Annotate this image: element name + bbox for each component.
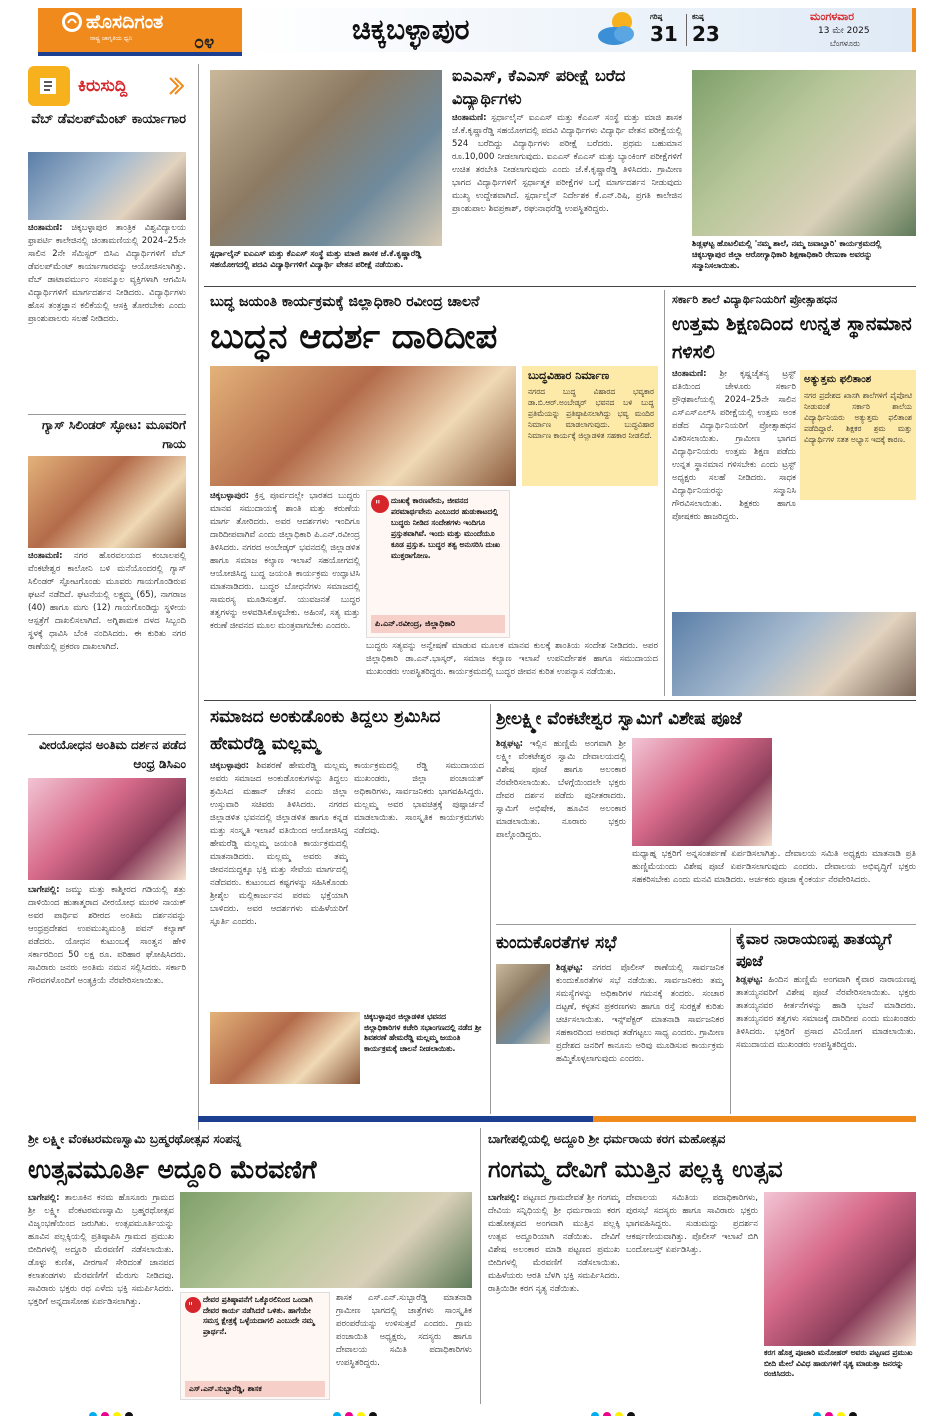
exam-hall-photo — [210, 70, 442, 246]
sidebar-item2-text — [28, 550, 186, 732]
sabhe-story-text — [556, 962, 724, 1112]
issue-day: ಮಂಗಳವಾರ — [810, 10, 855, 23]
sidebar-item3-body: ಜಮ್ಮು ಮತ್ತು ಕಾಶ್ಮೀರದ ಗಡಿಯಲ್ಲಿ ಶತ್ರು ದಾಳಿಯಿಂದ ಹುತಾತ್ಮರಾದ ವೀರಯೋಧ ಮುರಳಿ ನಾಯಕ್ ಅವರ ಪಾರ್ಥಿವ ಶರೀರದ ಅಂತಿಮ ದರ್ಶನವನ್ನು ಆಂಧ್ರಪ್ರದೇಶದ ಉಪಮುಖ್ಯಮಂತ್ರಿ ಪವನ್ ಕಲ್ಯಾಣ್ ಪಡೆದರು. ಯೋಧನ ಕುಟುಂಬಕ್ಕೆ ಸಾಂತ್ವನ ಹೇಳಿ ಸರ್ಕಾರದಿಂದ 50 ಲಕ್ಷ ರೂ. ಪರಿಹಾರ ಘೋಷಿಸಿದರು. ಸಾವಿರಾರು ಜನರು ಅಂತಿಮ ನಮನ ಸಲ್ಲಿಸಿದರು. ಸರ್ಕಾರಿ ಗೌರವಗಳೊಂದಿಗೆ ಅಂತ್ಯಕ್ರಿಯೆ ನೆರವೇರಿಸಲಾಯಿತು. — [28, 885, 186, 986]
utsava-quote-box — [180, 1292, 330, 1400]
utsava-quote-author: ಎಸ್.ಎನ್.ಸುಬ್ಬಾರೆಡ್ಡಿ, ಶಾಸಕ — [189, 1384, 262, 1393]
edu-box-text: ನಗರ ಪ್ರದೇಶದ ಖಾಸಗಿ ಶಾಲೆಗಳಿಗೆ ಪೈಪೋಟಿ ನೀಡುವಂತೆ ಸರ್ಕಾರಿ ಶಾಲೆಯ ವಿದ್ಯಾರ್ಥಿನಿಯರು ಅತ್ಯುತ್ತಮ ಫಲಿತಾಂಶ ಪಡೆದಿದ್ದಾರೆ. ಶಿಕ್ಷಕರ ಶ್ರಮ ಮತ್ತು ವಿದ್ಯಾರ್ಥಿಗಳ ಸತತ ಅಭ್ಯಾಸ ಇದಕ್ಕೆ ಕಾರಣ. — [804, 391, 912, 444]
buddha-kicker: ಬುದ್ಧ ಜಯಂತಿ ಕಾರ್ಯಕ್ರಮಕ್ಕೆ ಜಿಲ್ಲಾಧಿಕಾರಿ ರವೀಂದ್ರ ಚಾಲನೆ — [210, 294, 480, 310]
pooja-dateline: ಶಿಡ್ಲಘಟ್ಟ: — [496, 739, 524, 749]
narayanappa-headline: ಕೈವಾರ ನಾರಾಯಣಪ್ಪ ತಾತಯ್ಯಗೆ ಪೂಜೆ — [736, 930, 892, 970]
sidebar-item2-title: ಗ್ಯಾಸ್ ಸಿಲಿಂಡರ್ ಸ್ಫೋಟ: ಮೂವರಿಗೆ ಗಾಯ — [42, 418, 186, 451]
sidebar-item2-body: ನಗರ ಹೊರವಲಯದ ಕಂಬಾಲಪಲ್ಲಿ ವೆಂಕಟೇಶ್ವರ ಕಾಲೋನಿ ಬಳಿ ಮನೆಯೊಂದರಲ್ಲಿ ಗ್ಯಾಸ್ ಸಿಲಿಂಡರ್ ಸ್ಫೋಟಗೊಂಡು ಮೂವರು ಗಾಯಗೊಂಡಿರುವ ಘಟನೆ ನಡೆದಿದೆ. ಘಟನೆಯಲ್ಲಿ ಲಕ್ಷ್ಮಮ್ಮ (65), ನಾಗರಾಜ (40) ಹಾಗೂ ಮಗು (12) ಗಾಯಗೊಂಡಿದ್ದು ಸ್ಥಳೀಯ ಆಸ್ಪತ್ರೆಗೆ ದಾಖಲಿಸಲಾಗಿದೆ. ಅಗ್ನಿಶಾಮಕ ದಳದ ಸಿಬ್ಬಂದಿ ಸ್ಥಳಕ್ಕೆ ಧಾವಿಸಿ ಬೆಂಕಿ ನಂದಿಸಿದರು. ಈ ಕುರಿತು ನಗರ ಠಾಣೆಯಲ್ಲಿ ಪ್ರಕರಣ ದಾಖಲಾಗಿದೆ. — [28, 551, 186, 652]
sidebar-item1-photo — [28, 152, 186, 220]
gangamma-story-text2: ದೇವಾಲಯ ಸಮಿತಿಯ ಪದಾಧಿಕಾರಿಗಳು, ಪುರಸಭೆ ಸದಸ್ಯರು ಹಾಗೂ ಸಾವಿರಾರು ಭಕ್ತರು ಭಾಗವಹಿಸಿದ್ದರು. ಸುಡುಮದ್ದು ಪ್ರದರ್ಶನ ಆಕರ್ಷಣೀಯವಾಗಿತ್ತು. ಪೊಲೀಸ್ ಇಲಾಖೆ ಬಿಗಿ ಬಂದೋಬಸ್ತ್ ಏರ್ಪಡಿಸಿತ್ತು. — [626, 1193, 758, 1255]
sidebar-item3-title: ವೀರಯೋಧನ ಅಂತಿಮ ದರ್ಶನ ಪಡೆದ ಆಂಧ್ರ ಡಿಸಿಎಂ — [38, 738, 186, 771]
mid-divider — [204, 700, 916, 701]
buddha-vihara-box — [522, 366, 658, 486]
kirusuddi-label: ಕಿರುಸುದ್ದಿ — [78, 76, 128, 96]
sidebar-divider-1 — [28, 414, 186, 415]
mallamma-event-photo — [210, 1012, 360, 1084]
pooja-story-text2: ಮಧ್ಯಾಹ್ನ ಭಕ್ತರಿಗೆ ಅನ್ನಸಂತರ್ಪಣೆ ಏರ್ಪಡಿಸಲಾಗಿತ್ತು. ದೇವಾಲಯ ಸಮಿತಿ ಅಧ್ಯಕ್ಷರು ಮಾತನಾಡಿ ಪ್ರತಿ ಹುಣ್ಣಿಮೆಯಂದು ವಿಶೇಷ ಪೂಜೆ ಏರ್ಪಡಿಸಲಾಗುವುದು ಎಂದರು. ದೇವಾಲಯ ಅಭಿವೃದ್ಧಿಗೆ ಭಕ್ತರು ಸಹಕರಿಸಬೇಕು ಎಂದು ಮನವಿ ಮಾಡಿದರು. ಅರ್ಚಕರು ಪೂಜಾ ಕೈಂಕರ್ಯ ನೆರವೇರಿಸಿದರು. — [632, 849, 916, 885]
mallamma-dateline: ಚಿಕ್ಕಬಳ್ಳಾಪುರ: — [210, 761, 250, 771]
mallamma-body: ಶಿವಶರಣೆ ಹೇಮರೆಡ್ಡಿ ಮಲ್ಲಮ್ಮ ಅವರು ಸಮಾಜದ ಅಂಕುಡೊಂಕುಗಳನ್ನು ತಿದ್ದಲು ಶ್ರಮಿಸಿದ ಮಹಾನ್ ಚೇತನ ಎಂದು ಜಿಲ್ಲಾ ಉಸ್ತುವಾರಿ ಸಚಿವರು ತಿಳಿಸಿದರು. ನಗರದ ಜಿಲ್ಲಾಡಳಿತ ಭವನದಲ್ಲಿ ಜಿಲ್ಲಾಡಳಿತ ಹಾಗೂ ಕನ್ನಡ ಮತ್ತು ಸಂಸ್ಕೃತಿ ಇಲಾಖೆ ವತಿಯಿಂದ ಆಯೋಜಿಸಿದ್ದ ಹೇಮರೆಡ್ಡಿ ಮಲ್ಲಮ್ಮ ಜಯಂತಿ ಕಾರ್ಯಕ್ರಮದಲ್ಲಿ ಮಾತನಾಡಿದರು. ಮಲ್ಲಮ್ಮ ಅವರು ತಮ್ಮ ಜೀವನದುದ್ದಕ್ಕೂ ಭಕ್ತಿ ಮತ್ತು ಸೇವೆಯ ಮಾರ್ಗದಲ್ಲಿ ನಡೆದವರು. ಕುಟುಂಬದ ಕಷ್ಟಗಳನ್ನು ಸಹಿಸಿಕೊಂಡು ಶ್ರೀಶೈಲ ಮಲ್ಲಿಕಾರ್ಜುನನ ಪರಮ ಭಕ್ತೆಯಾಗಿ ಬಾಳಿದರು. ಅವರ ಆದರ್ಶಗಳು ಮಹಿಳೆಯರಿಗೆ ಸ್ಫೂರ್ತಿ ಎಂದರು. — [210, 761, 348, 927]
edu-box-title: ಅತ್ಯುತ್ತಮ ಫಲಿತಾಂಶ — [804, 374, 872, 385]
karaga-photo-caption: ಕರಗ ಹೊತ್ತ ಪೂಜಾರಿ ಮನೋಹರ್ ಅವರು ಪಟ್ಟಣದ ಪ್ರಮುಖ ಬೀದಿ ಮೇಲೆ ವಿವಿಧ ಹಾಡುಗಳಿಗೆ ನೃತ್ಯ ಮಾಡುತ್ತಾ ಜನರನ್ನು ರಂಜಿಸಿದರು. — [764, 1348, 913, 1378]
temp-max-label: ಗರಿಷ್ಠ — [650, 13, 663, 21]
sidebar-divider-2 — [28, 734, 186, 735]
narayanappa-story-text — [736, 974, 916, 1112]
mallamma-story-text — [210, 760, 348, 1010]
pooja-story-text — [496, 738, 626, 918]
buddha-story-text — [210, 490, 360, 696]
sabhe-headline: ಕುಂದುಕೊರತೆಗಳ ಸಭೆ — [496, 933, 617, 953]
issue-city: ಬೆಂಗಳೂರು — [830, 39, 860, 48]
narayanappa-dateline: ಶಿಡ್ಲಘಟ್ಟ: — [736, 975, 764, 985]
buddha-quote-box — [366, 490, 510, 638]
buddha-quote-text: ದುಃಖಕ್ಕೆ ಕಾರಣವೇನು, ಜೀವನದ ಪರಮಾರ್ಥವೇನು ಎಂಬುದರ ಹುಡುಕಾಟದಲ್ಲಿ ಬುದ್ಧರು ನೀಡಿದ ಸಂದೇಶಗಳು ಇಂದಿಗೂ ಪ್ರಸ್ತುತವಾಗಿವೆ. ಇಂದು ಮತ್ತು ಮುಂದೆಯೂ ಕೂಡ ಪ್ರಸ್ತುತ. ಬುದ್ಧರ ತತ್ವ ಅನುಸರಿಸಿ ದುಃಖ ಮುಕ್ತರಾಗೋಣ. — [391, 496, 501, 560]
utsava-story-text — [28, 1192, 174, 1400]
sidebar-column-rule — [198, 64, 199, 1130]
buddha-headline: ಬುದ್ಧನ ಆದರ್ಶ ದಾರಿದೀಪ — [210, 317, 498, 357]
gangamma-headline: ಗಂಗಮ್ಮ ದೇವಿಗೆ ಮುತ್ತಿನ ಪಲ್ಲಕ್ಕಿ ಉತ್ಸವ — [488, 1157, 783, 1183]
temp-min: 23 — [692, 22, 720, 46]
edu-body: ಶ್ರೀ ಕೃಷ್ಣಚೈತನ್ಯ ಟ್ರಸ್ಟ್ ವತಿಯಿಂದ ಚೇಳೂರು ಸರ್ಕಾರಿ ಪ್ರೌಢಶಾಲೆಯಲ್ಲಿ 2024–25ನೇ ಸಾಲಿನ ಎಸ್‌ಎಸ್‌ಎಲ್‌ಸಿ ಪರೀಕ್ಷೆಯಲ್ಲಿ ಉತ್ತಮ ಅಂಕ ಪಡೆದ ವಿದ್ಯಾರ್ಥಿನಿಯರಿಗೆ ಪ್ರೋತ್ಸಾಹಧನ ವಿತರಿಸಲಾಯಿತು. ಗ್ರಾಮೀಣ ಭಾಗದ ವಿದ್ಯಾರ್ಥಿನಿಯರು ಉತ್ತಮ ಶಿಕ್ಷಣ ಪಡೆದು ಉನ್ನತ ಸ್ಥಾನಮಾನ ಗಳಿಸಬೇಕು ಎಂದು ಟ್ರಸ್ಟ್ ಅಧ್ಯಕ್ಷರು ಸಲಹೆ ನೀಡಿದರು. ಸಾಧಕ ವಿದ್ಯಾರ್ಥಿನಿಯರನ್ನು ಸನ್ಮಾನಿಸಿ ಗೌರವಿಸಲಾಯಿತು. ಶಿಕ್ಷಕರು ಹಾಗೂ ಪೋಷಕರು ಹಾಜರಿದ್ದರು. — [672, 369, 796, 522]
quote-icon — [371, 495, 389, 513]
utsava-dateline: ಬಾಗೇಪಲ್ಲಿ: — [28, 1193, 60, 1203]
page-number: ೦೪ — [194, 34, 215, 52]
exam-dateline: ಚಿಂತಾಮಣಿ: — [452, 113, 487, 123]
utsava-kicker: ಶ್ರೀ ಲಕ್ಷ್ಮೀ ವೆಂಕಟರಮಣಸ್ವಾಮಿ ಬ್ರಹ್ಮರಥೋತ್ಸವ ಸಂಪನ್ನ — [28, 1132, 242, 1146]
buddha-quote-author-bar — [371, 615, 505, 633]
sidebar-item1-dateline: ಚಿಂತಾಮಣಿ: — [28, 223, 63, 233]
sidebar-item3-dateline: ಬಾಗೇಪಲ್ಲಿ: — [28, 885, 60, 895]
buddha-story-text3 — [516, 490, 658, 638]
sidebar-item3-text — [28, 884, 186, 1128]
exam-photo-caption: ಸ್ಪರ್ಧಾಲೈನ್ ಐಎಎಸ್ ಮತ್ತು ಕೆಎಎಸ್ ಸಂಸ್ಥೆ ಮತ್ತು ಮಾಜಿ ಶಾಸಕ ಜೆ.ಕೆ.ಕೃಷ್ಣಾರೆಡ್ಡಿ ಸಹಯೋಗದಲ್ಲಿ ಪದವಿ ವಿದ್ಯಾರ್ಥಿಗಳಿಗೆ ವಿದ್ಯಾರ್ಥಿ ವೇತನ ಪರೀಕ್ಷೆ ನಡೆಯಿತು. — [210, 249, 422, 269]
lead-column-rule — [664, 290, 665, 696]
buddha-box-text: ನಗರದ ಬುದ್ಧ ವಿಹಾರದ ಭವ್ಯಕಾರ ಡಾ.ಬಿ.ಆರ್.ಅಂಬೇಡ್ಕರ್ ಭವನದ ಬಳಿ ಬುದ್ಧ ಪ್ರತಿಮೆಯನ್ನು ಪ್ರತಿಷ್ಠಾಪಿಸಲಾಗಿದ್ದು ಭವ್ಯ ಮಂದಿರ ನಿರ್ಮಾಣ ಮಾಡಲಾಗುವುದು. ಬುದ್ಧವಿಹಾರ ನಿರ್ಮಾಣ ಕಾರ್ಯಕ್ಕೆ ಜಿಲ್ಲಾಡಳಿತ ಸಹಕಾರ ನೀಡಲಿದೆ. — [528, 387, 654, 440]
exam-headline: ಐಎಎಸ್, ಕೆಎಎಸ್ ಪರೀಕ್ಷೆ ಬರೆದ ವಿದ್ಯಾರ್ಥಿಗಳು — [452, 66, 626, 108]
bottom-column-rule — [480, 1128, 481, 1404]
gangamma-kicker: ಬಾಗೇಪಲ್ಲಿಯಲ್ಲಿ ಅದ್ದೂರಿ ಶ್ರೀ ಧರ್ಮರಾಯ ಕರಗ ಮಹೋತ್ಸವ — [488, 1132, 726, 1146]
pooja-story-col3 — [778, 738, 916, 846]
paper-tagline: ರಾಷ್ಟ್ರ ಜಾಗೃತಿಯ ಧ್ವನಿ — [90, 35, 133, 42]
utsava-quote-text: ದೇವರ ಪ್ರತಿಷ್ಠಾಪನೆಗೆ ಒಕ್ಕೊರಲಿನಿಂದ ಒಂದಾಗಿ ದೇವರ ಕಾರ್ಯ ನಡೆಸಿದರೆ ಒಳಿತು. ಹಾಗೆಯೇ ಸಮಸ್ತ ಕ್ಷೇತ್ರಕ್ಕೆ ಒಳ್ಳೆಯದಾಗಲಿ ಎಂಬುದೇ ನಮ್ಮ ಪ್ರಾರ್ಥನೆ. — [203, 1295, 315, 1336]
exam-story-text — [452, 112, 682, 282]
logo-block — [38, 8, 242, 52]
utsava-body: ತಾಲೂಕಿನ ಕನಮ ಹೊಸೂರು ಗ್ರಾಮದ ಶ್ರೀ ಲಕ್ಷ್ಮೀ ವೆಂಕಟರಮಣಸ್ವಾಮಿ ಬ್ರಹ್ಮರಥೋತ್ಸವ ವಿಜೃಂಭಣೆಯಿಂದ ಜರುಗಿತು. ಉತ್ಸವಮೂರ್ತಿಯನ್ನು ಹೂವಿನ ಪಲ್ಲಕ್ಕಿಯಲ್ಲಿ ಪ್ರತಿಷ್ಠಾಪಿಸಿ ಗ್ರಾಮದ ಪ್ರಮುಖ ಬೀದಿಗಳಲ್ಲಿ ಅದ್ದೂರಿ ಮೆರವಣಿಗೆ ನಡೆಸಲಾಯಿತು. ಡೊಳ್ಳು ಕುಣಿತ, ವೀರಗಾಸೆ ಸೇರಿದಂತೆ ಜಾನಪದ ಕಲಾತಂಡಗಳು ಮೆರವಣಿಗೆಗೆ ಮೆರುಗು ನೀಡಿದವು. ಸಾವಿರಾರು ಭಕ್ತರು ರಥ ಎಳೆದು ಭಕ್ತಿ ಸಮರ್ಪಿಸಿದರು. ಭಕ್ತರಿಗೆ ಅನ್ನದಾಸೋಹ ಏರ್ಪಡಿಸಲಾಗಿತ್ತು. — [28, 1193, 174, 1307]
buddha-box-title: ಬುದ್ಧವಿಹಾರ ನಿರ್ಮಾಣ — [528, 369, 610, 382]
gangamma-dateline: ಬಾಗೇಪಲ್ಲಿ: — [488, 1193, 520, 1203]
kirusuddi-icon — [28, 66, 70, 106]
svg-text:": " — [188, 1300, 194, 1313]
bottom-section-band — [198, 1116, 916, 1122]
logo-icon — [62, 12, 82, 32]
edu-kicker: ಸರ್ಕಾರಿ ಶಾಲೆ ವಿದ್ಯಾರ್ಥಿನಿಯರಿಗೆ ಪ್ರೋತ್ಸಾಹಧನ — [672, 293, 838, 306]
buddha-body: ಕ್ರಿಸ್ತ ಪೂರ್ವದಲ್ಲೇ ಭಾರತದ ಬುದ್ಧರು ಮಾನವ ಸಮುದಾಯಕ್ಕೆ ಶಾಂತಿ ಮತ್ತು ಕರುಣೆಯ ಮಾರ್ಗ ತೋರಿದರು. ಅವರ ಆದರ್ಶಗಳು ಇಂದಿಗೂ ದಾರಿದೀಪವಾಗಿವೆ ಎಂದು ಜಿಲ್ಲಾಧಿಕಾರಿ ಪಿ.ಎನ್.ರವೀಂದ್ರ ತಿಳಿಸಿದರು. ನಗರದ ಅಂಬೇಡ್ಕರ್ ಭವನದಲ್ಲಿ ಜಿಲ್ಲಾಡಳಿತ ಹಾಗೂ ಸಮಾಜ ಕಲ್ಯಾಣ ಇಲಾಖೆ ಸಹಯೋಗದಲ್ಲಿ ಆಯೋಜಿಸಿದ್ದ ಬುದ್ಧ ಜಯಂತಿ ಕಾರ್ಯಕ್ರಮ ಉದ್ಘಾಟಿಸಿ ಮಾತನಾಡಿದರು. ಬುದ್ಧರ ಬೋಧನೆಗಳು ಸಮಾಜದಲ್ಲಿ ಸಾಮರಸ್ಯ ಮೂಡಿಸುತ್ತವೆ. ಯುವಜನತೆ ಬುದ್ಧರ ತತ್ವಗಳನ್ನು ಅಳವಡಿಸಿಕೊಳ್ಳಬೇಕು. ಅಹಿಂಸೆ, ಸತ್ಯ ಮತ್ತು ಕರುಣೆ ಜೀವನದ ಮೂಲ ಮಂತ್ರವಾಗಬೇಕು ಎಂದರು. — [210, 491, 360, 631]
karaga-dance-photo — [764, 1192, 916, 1346]
issue-date: 13 ಮೇ 2025 — [818, 26, 870, 36]
registration-marks-far-right — [812, 1406, 860, 1416]
sabhe-body: ನಗರದ ಪೊಲೀಸ್ ಠಾಣೆಯಲ್ಲಿ ಸಾರ್ವಜನಿಕ ಕುಂದುಕೊರತೆಗಳ ಸಭೆ ನಡೆಯಿತು. ಸಾರ್ವಜನಿಕರು ತಮ್ಮ ಸಮಸ್ಯೆಗಳನ್ನು ಅಧಿಕಾರಿಗಳ ಗಮನಕ್ಕೆ ತಂದರು. ಸಂಚಾರ ದಟ್ಟಣೆ, ಕಳ್ಳತನ ಪ್ರಕರಣಗಳು ಹಾಗೂ ರಸ್ತೆ ಸುರಕ್ಷತೆ ಕುರಿತು ಚರ್ಚಿಸಲಾಯಿತು. ಇನ್ಸ್‌ಪೆಕ್ಟರ್ ಮಾತನಾಡಿ ಸಾರ್ವಜನಿಕರ ಸಹಕಾರದಿಂದ ಅಪರಾಧ ತಡೆಗಟ್ಟಲು ಸಾಧ್ಯ ಎಂದರು. ಗ್ರಾಮೀಣ ಪ್ರದೇಶದ ಜನರಿಗೆ ಕಾನೂನು ಅರಿವು ಮೂಡಿಸುವ ಕಾರ್ಯಕ್ರಮ ಹಮ್ಮಿಕೊಳ್ಳಲಾಗುವುದು ಎಂದರು. — [556, 963, 724, 1064]
utsava-headline: ಉತ್ಸವಮೂರ್ತಿ ಅದ್ದೂರಿ ಮೆರವಣಿಗೆ — [28, 1155, 317, 1184]
sidebar-item2-dateline: ಚಿಂತಾಮಣಿ: — [28, 551, 63, 561]
temp-divider — [686, 14, 687, 46]
buddha-story-text2: ಬುದ್ಧರು ಸತ್ಯವನ್ನು ಅನ್ವೇಷಣೆ ಮಾಡುವ ಮೂಲಕ ಮಾನವ ಕುಲಕ್ಕೆ ಶಾಂತಿಯ ಸಂದೇಶ ನೀಡಿದರು. ಅಪರ ಜಿಲ್ಲಾಧಿಕಾರಿ ಡಾ.ಎನ್.ಭಾಸ್ಕರ್, ಸಮಾಜ ಕಲ್ಯಾಣ ಇಲಾಖೆ ಉಪನಿರ್ದೇಶಕ ಹಾಗೂ ಸಮುದಾಯದ ಮುಖಂಡರು ಉಪಸ್ಥಿತರಿದ್ದರು. ಕಾರ್ಯಕ್ರಮದಲ್ಲಿ ಬುದ್ಧರ ಜೀವನ ಕುರಿತ ಉಪನ್ಯಾಸ ನಡೆಯಿತು. — [366, 641, 658, 677]
narayanappa-body: ಹಿಂದಿನ ಹುಣ್ಣಿಮೆ ಅಂಗವಾಗಿ ಕೈವಾರ ನಾರಾಯಣಪ್ಪ ತಾತಯ್ಯನವರಿಗೆ ವಿಶೇಷ ಪೂಜೆ ನೆರವೇರಿಸಲಾಯಿತು. ಭಕ್ತರು ತಾತಯ್ಯನವರ ಕೀರ್ತನೆಗಳನ್ನು ಹಾಡಿ ಭಜನೆ ಮಾಡಿದರು. ತಾತಯ್ಯನವರ ತತ್ವಗಳು ಸಮಾಜಕ್ಕೆ ದಾರಿದೀಪ ಎಂದು ಮುಖಂಡರು ತಿಳಿಸಿದರು. ಭಕ್ತರಿಗೆ ಪ್ರಸಾದ ವಿನಿಯೋಗ ಮಾಡಲಾಯಿತು. ಸಮುದಾಯದ ಮುಖಂಡರು ಉಪಸ್ಥಿತರಿದ್ದರು. — [736, 975, 916, 1050]
weather-icon — [594, 8, 640, 48]
utsava-quote-icon — [185, 1297, 201, 1313]
section-title: ಚಿಕ್ಕಬಳ್ಳಾಪುರ — [352, 13, 470, 46]
mallamma-headline: ಸಮಾಜದ ಅಂಕುಡೊಂಕು ತಿದ್ದಲು ಶ್ರಮಿಸಿದ ಹೇಮರೆಡ್ಡಿ ಮಲ್ಲಮ್ಮ — [210, 707, 441, 754]
pooja-headline: ಶ್ರೀಲಕ್ಷ್ಮೀ ವೆಂಕಟೇಶ್ವರ ಸ್ವಾಮಿಗೆ ವಿಶೇಷ ಪೂಜೆ — [496, 709, 742, 729]
sidebar-item3-photo — [28, 778, 186, 880]
mallamma-rule — [490, 704, 491, 1114]
utsava-quote-author-bar — [185, 1381, 325, 1397]
temp-min-label: ಕನಿಷ್ಠ — [692, 13, 704, 21]
sidebar-item1-text — [28, 222, 186, 412]
temp-max: 31 — [650, 22, 678, 46]
mallamma-story-text2: ಕಾರ್ಯಕ್ರಮದಲ್ಲಿ ರೆಡ್ಡಿ ಸಮುದಾಯದ ಮುಖಂಡರು, ಜಿಲ್ಲಾ ಪಂಚಾಯತ್ ಅಧಿಕಾರಿಗಳು, ಸಾರ್ವಜನಿಕರು ಭಾಗವಹಿಸಿದ್ದರು. ಮಲ್ಲಮ್ಮ ಅವರ ಭಾವಚಿತ್ರಕ್ಕೆ ಪುಷ್ಪಾರ್ಚನೆ ಮಾಡಲಾಯಿತು. ಸಾಂಸ್ಕೃತಿಕ ಕಾರ್ಯಕ್ರಮಗಳು ನಡೆದವು. — [354, 761, 484, 836]
edu-result-box — [800, 370, 916, 500]
sabhe-officer-photo — [496, 964, 550, 1044]
masthead — [0, 0, 945, 58]
utsava-story-text2: ಶಾಸಕ ಎಸ್.ಎನ್.ಸುಬ್ಬಾರೆಡ್ಡಿ ಮಾತನಾಡಿ ಗ್ರಾಮೀಣ ಭಾಗದಲ್ಲಿ ಜಾತ್ರೆಗಳು ಸಾಂಸ್ಕೃತಿಕ ಪರಂಪರೆಯನ್ನು ಉಳಿಸುತ್ತವೆ ಎಂದರು. ಗ್ರಾಮ ಪಂಚಾಯಿತಿ ಅಧ್ಯಕ್ಷರು, ಸದಸ್ಯರು ಹಾಗೂ ದೇವಾಲಯ ಸಮಿತಿ ಪದಾಧಿಕಾರಿಗಳು ಉಪಸ್ಥಿತರಿದ್ದರು. — [336, 1293, 472, 1368]
school-felicitation-photo — [692, 70, 916, 236]
top-divider — [204, 286, 916, 287]
edu-students-photo — [672, 612, 916, 696]
pooja-deity-photo — [632, 738, 772, 846]
sabhe-rule — [730, 928, 731, 1114]
sidebar-item1-body: ಚಿಕ್ಕಬಳ್ಳಾಪುರ ತಾಂತ್ರಿಕ ವಿಶ್ವವಿದ್ಯಾಲಯ ಫ್ರಾಪರ್ಟಿ ಕಾಲೇಜಿನಲ್ಲಿ ಚಿಂತಾಮಣಿಯಲ್ಲಿ 2024–25ನೇ ಸಾಲಿನ 2ನೇ ಸೆಮಿಸ್ಟರ್ ಬಿಸಿಎ ವಿದ್ಯಾರ್ಥಿಗಳಿಗೆ ವೆಬ್ ಡೆವಲಪ್‌ಮೆಂಟ್ ಕಾರ್ಯಾಗಾರವನ್ನು ಆಯೋಜಿಸಲಾಗಿತ್ತು. ವೆಬ್ ಡಾಟಾವರ್ಮುಂ ಸಂಪನ್ಮೂಲ ವ್ಯಕ್ತಿಗಳಾಗಿ ಆಗಮಿಸಿ ವಿದ್ಯಾರ್ಥಿಗಳಿಗೆ ಮಾರ್ಗದರ್ಶನ ನೀಡಿದರು. ವಿದ್ಯಾರ್ಥಿಗಳು ಹೊಸ ತಂತ್ರಜ್ಞಾನ ಕಲಿಕೆಯಲ್ಲಿ ಆಸಕ್ತಿ ತೋರಬೇಕು ಎಂದು ಪ್ರಾಂಶುಪಾಲರು ಸಲಹೆ ನೀಡಿದರು. — [28, 223, 186, 324]
gangamma-body: ಪಟ್ಟಣದ ಗ್ರಾಮದೇವತೆ ಶ್ರೀ ಗಂಗಮ್ಮ ದೇವಿಯ ಸನ್ನಿಧಿಯಲ್ಲಿ ಶ್ರೀ ಧರ್ಮರಾಯ ಕರಗ ಮಹೋತ್ಸವದ ಅಂಗವಾಗಿ ಮುತ್ತಿನ ಪಲ್ಲಕ್ಕಿ ಉತ್ಸವ ಅದ್ದೂರಿಯಾಗಿ ನಡೆಯಿತು. ದೇವಿಗೆ ವಿಶೇಷ ಅಲಂಕಾರ ಮಾಡಿ ಪಟ್ಟಣದ ಪ್ರಮುಖ ಬೀದಿಗಳಲ್ಲಿ ಮೆರವಣಿಗೆ ನಡೆಸಲಾಯಿತು. ಮಹಿಳೆಯರು ಆರತಿ ಬೆಳಗಿ ಭಕ್ತಿ ಸಮರ್ಪಿಸಿದರು. ರಾತ್ರಿಯಿಡೀ ಕರಗ ನೃತ್ಯ ನಡೆಯಿತು. — [488, 1193, 620, 1294]
edu-headline: ಉತ್ತಮ ಶಿಕ್ಷಣದಿಂದ ಉನ್ನತ ಸ್ಥಾನಮಾನ ಗಳಿಸಲಿ — [672, 313, 912, 363]
sidebar-item2-photo — [28, 456, 186, 548]
buddha-event-photo — [210, 366, 516, 486]
buddha-dateline: ಚಿಕ್ಕಬಳ್ಳಾಪುರ: — [210, 491, 250, 501]
kirusuddi-header — [28, 64, 186, 108]
sidebar-item1-title: ವೆಬ್ ಡೆವಲಪ್‌ಮೆಂಟ್ ಕಾರ್ಯಾಗಾರ — [31, 112, 186, 127]
paper-name: ಹೊಸದಿಗಂತ — [86, 11, 164, 33]
exam-body: ಸ್ಪರ್ಧಾಲೈನ್ ಐಎಎಸ್ ಮತ್ತು ಕೆಎಎಸ್ ಸಂಸ್ಥೆ ಮತ್ತು ಮಾಜಿ ಶಾಸಕ ಜೆ.ಕೆ.ಕೃಷ್ಣಾರೆಡ್ಡಿ ಸಹಯೋಗದಲ್ಲಿ ಪದವಿ ವಿದ್ಯಾರ್ಥಿಗಳು ವಿದ್ಯಾರ್ಥಿ ವೇತನ ಪರೀಕ್ಷೆಯಲ್ಲಿ 524 ಬರೆದಿದ್ದು ವಿದ್ಯಾರ್ಥಿಗಳು ಪರೀಕ್ಷೆ ಬರೆದರು. ಪ್ರಥಮ ಬಹುಮಾನ ರೂ.10,000 ನೀಡಲಾಗುವುದು. ಐಎಎಸ್ ಕೆಎಎಸ್ ಮತ್ತು ಬ್ಯಾಂಕಿಂಗ್ ಪರೀಕ್ಷೆಗಳಿಗೆ ಉಚಿತ ತರಬೇತಿ ನೀಡಲಾಗುವುದು ಎಂದು ಜೆ.ಕೆ.ಕೃಷ್ಣಾರೆಡ್ಡಿ ತಿಳಿಸಿದರು. ಗ್ರಾಮೀಣ ಭಾಗದ ವಿದ್ಯಾರ್ಥಿಗಳಿಗೆ ಸ್ಪರ್ಧಾತ್ಮಕ ಪರೀಕ್ಷೆಗಳ ಬಗ್ಗೆ ಮಾರ್ಗದರ್ಶನ ನೀಡುವುದು ಮುಖ್ಯ ಉದ್ದೇಶವಾಗಿದೆ. ಸ್ಪರ್ಧಾಲೈನ್ ನಿರ್ದೇಶಕ ಕೆ.ಎನ್.ರಿಷಿ, ಪ್ರಗತಿ ಕಾಲೇಜಿನ ಪ್ರಾಂಶುಪಾಲ ಶಿವಪ್ರಕಾಶ್, ರಘುನಾಥರೆಡ್ಡಿ ಉಪಸ್ಥಿತರಿದ್ದರು. — [452, 113, 682, 214]
edu-story-text — [672, 368, 796, 604]
svg-text:": " — [375, 498, 381, 512]
gangamma-story-text — [488, 1192, 620, 1400]
edu-dateline: ಚಿಂತಾಮಣಿ: — [672, 369, 707, 379]
sabhe-dateline: ಶಿಡ್ಲಘಟ್ಟ: — [556, 963, 584, 973]
registration-marks-right — [590, 1406, 638, 1416]
registration-marks-left — [88, 1406, 136, 1416]
buddha-quote-author: ಪಿ.ಎನ್.ರವೀಂದ್ರ, ಜಿಲ್ಲಾಧಿಕಾರಿ — [375, 619, 456, 628]
mallamma-photo-caption: ಚಿಕ್ಕಬಳ್ಳಾಪುರ ಜಿಲ್ಲಾಡಳಿತ ಭವನದ ಜಿಲ್ಲಾಧಿಕಾರಿಗಳ ಕಚೇರಿ ಸಭಾಂಗಣದಲ್ಲಿ ನಡೆದ ಶ್ರೀ ಶಿವಶರಣೆ ಹೇಮರೆಡ್ಡಿ ಮಲ್ಲಮ್ಮ ಜಯಂತಿ ಕಾರ್ಯಕ್ರಮಕ್ಕೆ ಚಾಲನೆ ನೀಡಲಾಯಿತು. — [364, 1012, 482, 1053]
logo-underline — [38, 52, 242, 56]
school-photo-caption: ಶಿಡ್ಲಘಟ್ಟ ಹೊಟಲಿಮಲ್ಲಿ 'ನಮ್ಮ ಶಾಲೆ, ನಮ್ಮ ಜವಾಬ್ದಾರಿ' ಕಾರ್ಯಕ್ರಮದಲ್ಲಿ ಚಿಕ್ಕಬಳ್ಳಾಪುರ ಜಿಲ್ಲಾ ಆರೋಗ್ಯಾಧಿಕಾರಿ ಶಿಕ್ಷಣಾಧಿಕಾರಿ ರೇಣುಕಾ ಅವರನ್ನು ಸನ್ಮಾನಿಸಲಾಯಿತು. — [692, 239, 882, 270]
pooja-divider — [496, 924, 916, 925]
utsava-procession-photo — [180, 1192, 472, 1288]
chevron-right-icon — [168, 76, 184, 96]
page-number-box — [188, 34, 242, 52]
registration-marks-mid — [332, 1406, 380, 1416]
pooja-body: ಇಲ್ಲಿನ ಹುಣ್ಣಿಮೆ ಅಂಗವಾಗಿ ಶ್ರೀ ಲಕ್ಷ್ಮೀ ವೆಂಕಟೇಶ್ವರ ಸ್ವಾಮಿ ದೇವಾಲಯದಲ್ಲಿ ವಿಶೇಷ ಪೂಜೆ ಹಾಗೂ ಅಲಂಕಾರ ನೆರವೇರಿಸಲಾಯಿತು. ಬೆಳಗ್ಗೆಯಿಂದಲೇ ಭಕ್ತರು ದೇವರ ದರ್ಶನ ಪಡೆದು ಪುನೀತರಾದರು. ಸ್ವಾಮಿಗೆ ಅಭಿಷೇಕ, ಹೂವಿನ ಅಲಂಕಾರ ಮಾಡಲಾಯಿತು. ನೂರಾರು ಭಕ್ತರು ಪಾಲ್ಗೊಂಡಿದ್ದರು. — [496, 739, 626, 840]
